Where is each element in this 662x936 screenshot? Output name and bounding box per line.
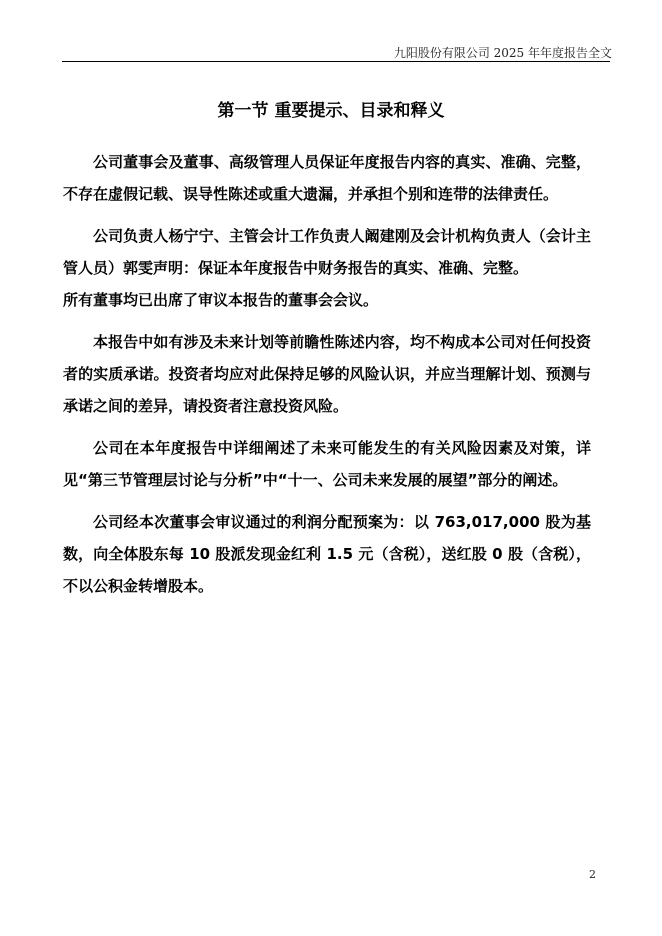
paragraph-directors-attendance: 所有董事均已出席了审议本报告的董事会会议。 [63,291,379,309]
paragraph-board-guarantee: 公司董事会及董事、高级管理人员保证年度报告内容的真实、准确、完整，不存在虚假记载、误导性陈述或重大遗漏，并承担个别和连带的法律责任。 [63,153,591,203]
paragraph-risk-factors: 公司在本年度报告中详细阐述了未来可能发生的有关风险因素及对策，详见“第三节管理层讨论与分析”中“十一、公司未来发展的展望”部分的阐述。 [63,439,591,489]
header-divider [62,61,610,62]
page-number: 2 [589,868,596,881]
section-title: 第一节 重要提示、目录和释义 [217,101,445,121]
paragraph-profit-distribution: 公司经本次董事会审议通过的利润分配预案为：以 763,017,000 股为基数，向全体股东每 10 股派发现金红利 1.5 元（含税），送红股 0 股（含税），不以公积金转增股本。 [63,513,591,595]
document-body [63,146,591,612]
paragraph-forward-looking: 本报告中如有涉及未来计划等前瞻性陈述内容，均不构成本公司对任何投资者的实质承诺。投资者均应对此保持足够的风险认识，并应当理解计划、预测与承诺之间的差异，请投资者注意投资风险。 [63,333,591,415]
paragraph-responsible-persons: 公司负责人杨宁宁、主管会计工作负责人阚建刚及会计机构负责人（会计主管人员）郭雯声明：保证本年度报告中财务报告的真实、准确、完整。 [63,227,591,277]
running-header: 九阳股份有限公司 2025 年年度报告全文 [393,46,612,60]
